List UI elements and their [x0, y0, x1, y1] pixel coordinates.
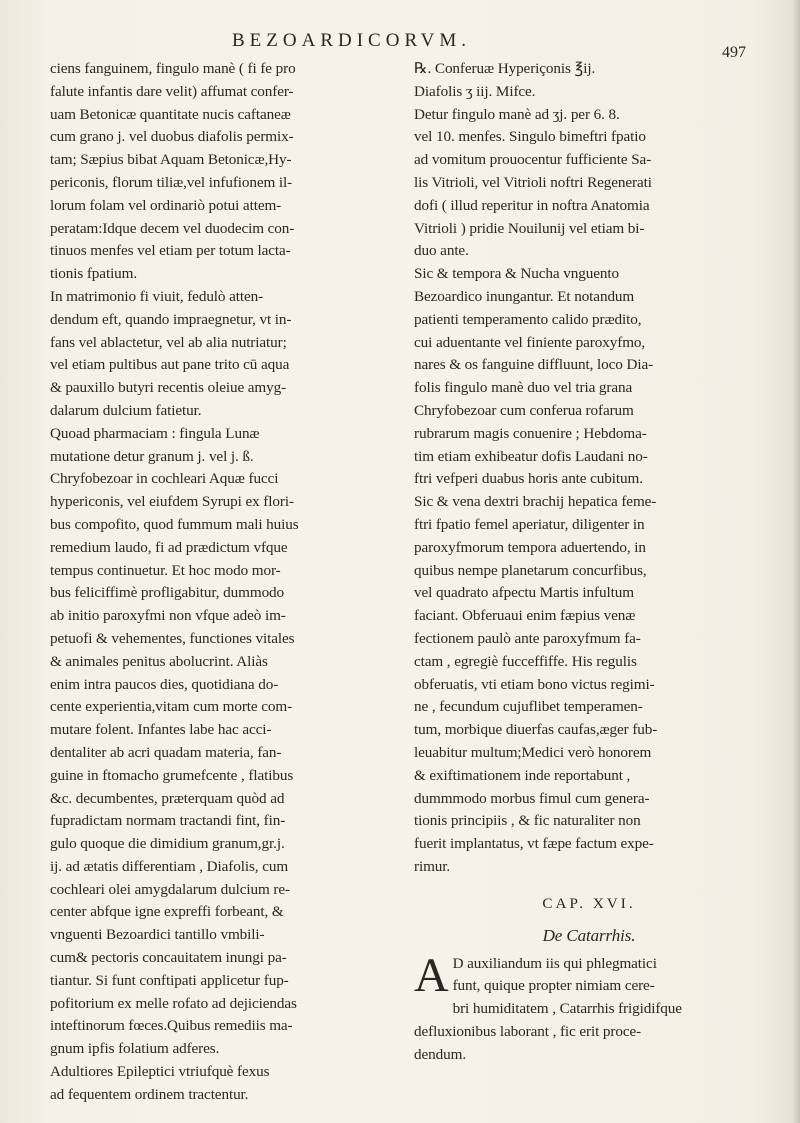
text-line: Bezoardico inungantur. Et notandum — [414, 287, 635, 305]
text-line: center abfque igne expreffi forbeant, & — [50, 903, 284, 921]
page-number: 497 — [722, 44, 746, 61]
text-line: Vitrioli ) pridie Nouilunij vel etiam bi- — [414, 219, 645, 237]
text-line: uam Betonicæ quantitate nucis caftaneæ — [50, 105, 291, 123]
text-line: ℞. Conferuæ Hyperiçonis ℥ij. — [414, 60, 596, 77]
text-line: lorum folam vel ordinariò potui attem- — [50, 196, 282, 214]
text-line: vel etiam pultibus aut pane trito cū aqua — [50, 356, 290, 374]
text-line: ij. ad ætatis differentiam , Diafolis, cum — [50, 857, 289, 875]
text-line: nares & os fanguine diffluunt, loco Dia- — [414, 356, 654, 374]
text-line: Chryfobezoar cum conferua rofarum — [414, 401, 634, 419]
text-line: cochleari olei amygdalarum dulcium re- — [50, 880, 290, 898]
text-line: hypericonis, vel eiufdem Syrupi ex flori- — [50, 493, 294, 511]
text-line: obferuatis, vti etiam bono victus regimi- — [414, 675, 655, 693]
text-line: ftri vefperi duabus horis ante cubitum. — [414, 470, 643, 488]
text-line: cum grano j. vel duobus diafolis permix- — [50, 128, 294, 146]
text-line: tionis fpatium. — [50, 265, 138, 283]
text-line: tinuos menfes vel etiam per totum lacta- — [50, 242, 291, 260]
text-line: cum& pectoris concauitatem inungi pa- — [50, 949, 287, 967]
text-line: bus feliciffimè profligabitur, dummodo — [50, 584, 285, 602]
text-line: tionis principiis , & fic naturaliter non — [414, 812, 641, 830]
left-column — [50, 58, 398, 1107]
text-line: Adultiores Epileptici vtriufquè fexus — [50, 1063, 270, 1081]
page-header — [0, 26, 800, 61]
text-line: Diafolis ʒ iij. Mifce. — [414, 82, 536, 100]
text-line: rimur. — [414, 857, 451, 875]
right-column — [414, 58, 764, 1067]
text-line: & pauxillo butyri recentis oleiue amyg- — [50, 379, 287, 397]
text-line: paroxyfmorum tempora aduertendo, in — [414, 538, 646, 556]
text-line: gnum ipfis folatium adferes. — [50, 1040, 220, 1058]
text-line: faciant. Obferuaui enim fæpius venæ — [414, 607, 636, 625]
drop-cap: A — [414, 948, 449, 1002]
text-line: folis fingulo manè duo vel tria grana — [414, 379, 633, 397]
text-line: ne , fecundum cujuflibet temperamen- — [414, 698, 643, 716]
text-line: pofitorium ex melle rofato ad dejiciendas — [50, 994, 297, 1012]
text-line: patienti temperamento calido prædito, — [414, 310, 642, 328]
text-line: petuofi & vehementes, functiones vitales — [50, 629, 295, 647]
running-head: BEZOARDICORVM. — [232, 30, 471, 51]
text-line: dentaliter ab acri quadam materia, fan- — [50, 743, 282, 761]
text-line: bri humiditatem , Catarrhis frigidifque — [452, 1000, 682, 1018]
text-line: ftri fpatio femel aperiatur, diligenter in — [414, 515, 645, 533]
text-line: ad vomitum prouocentur fufficiente Sa- — [414, 151, 652, 169]
text-line: quibus nempe planetarum concurfibus, — [414, 561, 647, 579]
text-line: gulo quoque die dimidium granum,gr.j. — [50, 835, 285, 853]
text-line: fans vel ablactetur, vel ab alia nutriatur; — [50, 333, 287, 351]
text-line: guine in ftomacho grumefcente , flatibus — [50, 766, 294, 784]
text-line: leuabitur multum;Medici verò honorem — [414, 743, 652, 761]
section-body — [414, 948, 764, 1067]
text-line: tempus continuetur. Et hoc modo mor- — [50, 561, 281, 579]
text-line: fupradictam normam tractandi fint, fin- — [50, 812, 286, 830]
text-line: tiantur. Si funt conftipati applicetur fup- — [50, 971, 289, 989]
text-line: dofi ( illud reperitur in noftra Anatomia — [414, 196, 650, 214]
text-line: inteftinorum fœces.Quibus remediis ma- — [50, 1017, 293, 1035]
text-line: vel 10. menfes. Singulo bimeftri fpatio — [414, 128, 646, 146]
text-line: Chryfobezoar in cochleari Aquæ fucci — [50, 470, 279, 488]
page-edge-shadow — [792, 0, 800, 1123]
text-line: dendum eft, quando impraegnetur, vt in- — [50, 310, 292, 328]
text-line: ciens fanguinem, fingulo manè ( fi fe pro — [50, 60, 296, 77]
text-line: cui aduentante vel finiente paroxyfmo, — [414, 333, 646, 351]
text-line: tam; Sæpius bibat Aquam Betonicæ,Hy- — [50, 151, 292, 169]
text-line: & exiftimationem inde reportabunt , — [414, 766, 631, 784]
text-line: duo ante. — [414, 242, 469, 260]
text-line: &c. decumbentes, præterquam quòd ad — [50, 789, 285, 807]
text-line: periconis, florum tiliæ,vel infufionem il- — [50, 173, 293, 191]
text-line: vnguenti Bezoardici tantillo vmbili- — [50, 926, 265, 944]
text-line: Sic & vena dextri brachij hepatica feme- — [414, 493, 657, 511]
text-line: funt, quique propter nimiam cere- — [452, 977, 655, 995]
text-line: ab initio paroxyfmi non vfque adeò im- — [50, 607, 286, 625]
text-line: ad fequentem ordinem tractentur. — [50, 1085, 249, 1103]
right-column-text — [414, 58, 764, 879]
text-line: Detur fingulo manè ad ʒj. per 6. 8. — [414, 105, 620, 123]
text-line: remedium laudo, fi ad prædictum vfque — [50, 538, 288, 556]
text-line: Quoad pharmaciam : fingula Lunæ — [50, 424, 260, 442]
text-line: bus compofito, quod fummum mali huius — [50, 515, 299, 533]
text-line: dummmodo morbus fimul cum genera- — [414, 789, 650, 807]
text-line: rubrarum magis conuenire ; Hebdoma- — [414, 424, 647, 442]
section-title: De Catarrhis. — [542, 925, 636, 945]
text-line: falute infantis dare velit) affumat confer- — [50, 82, 294, 100]
text-line: peratam:Idque decem vel duodecim con- — [50, 219, 295, 237]
text-line: In matrimonio fi viuit, fedulò atten- — [50, 287, 264, 305]
text-line: tim etiam exhibeatur dofis Laudani no- — [414, 447, 648, 465]
text-line: mutatione detur granum j. vel j. ß. — [50, 447, 254, 465]
text-line: Sic & tempora & Nucha vnguento — [414, 265, 619, 283]
text-line: fuerit implantatus, vt fæpe factum expe- — [414, 835, 654, 853]
text-line: defluxionibus laborant , fic erit proce- — [414, 1023, 642, 1041]
text-line: D auxiliandum iis qui phlegmatici — [452, 954, 657, 972]
text-line: mutare folent. Infantes labe hac acci- — [50, 721, 272, 739]
text-line: dalarum dulcium fatietur. — [50, 401, 202, 419]
text-line: enim intra paucos dies, quotidiana do- — [50, 675, 279, 693]
text-line: & animales penitus abolucrint. Aliàs — [50, 652, 268, 670]
text-line: fectionem paulò ante paroxyfmum fa- — [414, 629, 641, 647]
text-line: ctam , egregiè fucceffiffe. His regulis — [414, 652, 637, 670]
text-line: lis Vitrioli, vel Vitrioli noftri Regenerati — [414, 173, 652, 191]
text-line: vel quadrato afpectu Martis infultum — [414, 584, 634, 602]
text-line: tum, morbique diuerfas caufas,æger fub- — [414, 721, 658, 739]
text-line: cente experientia,vitam cum morte com- — [50, 698, 293, 716]
text-line: dendum. — [414, 1045, 467, 1063]
chapter-heading: CAP. XVI. — [542, 894, 636, 912]
